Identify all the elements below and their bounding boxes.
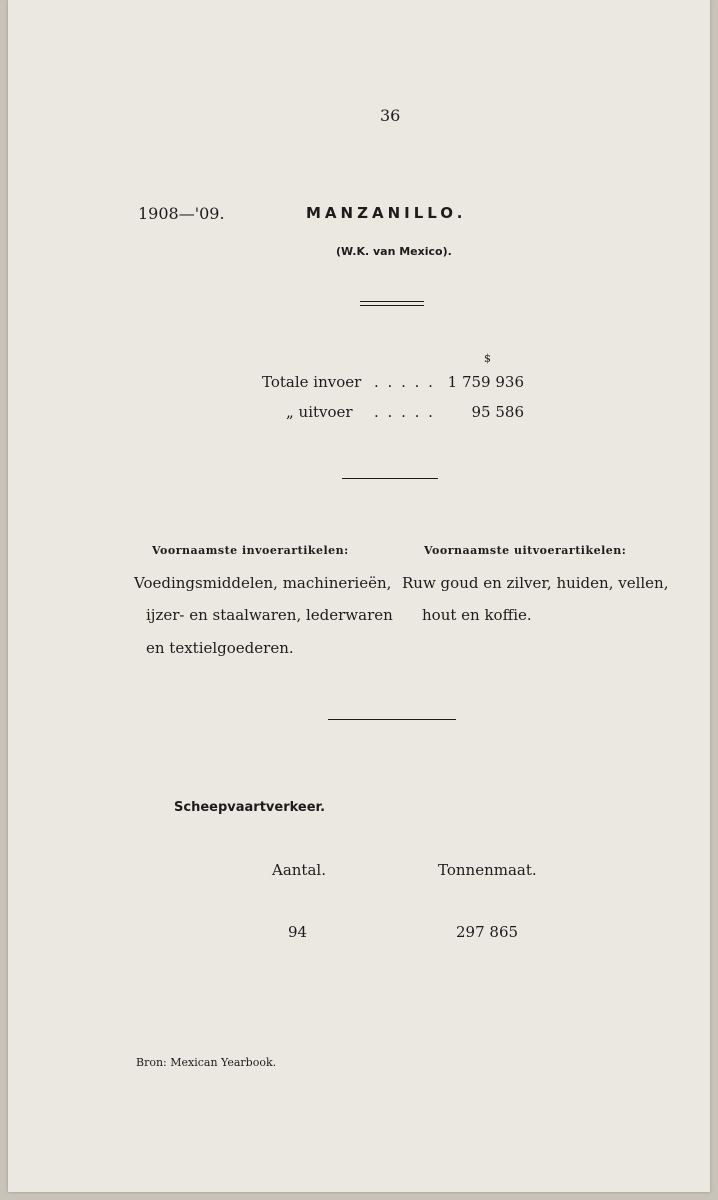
source-note: Bron: Mexican Yearbook. <box>136 1056 277 1069</box>
imports-line: Voedingsmiddelen, machinerieën, <box>134 574 392 592</box>
page-number: 36 <box>380 106 401 125</box>
shipping-title: Scheepvaartverkeer. <box>174 800 326 815</box>
exports-line: Ruw goud en zilver, huiden, vellen, <box>402 574 669 592</box>
imports-heading: Voornaamste invoerartikelen: <box>152 544 349 557</box>
shipping-tonnage-header: Tonnenmaat. <box>438 861 537 879</box>
total-export-value: 95 586 <box>471 403 524 421</box>
total-import-value: 1 759 936 <box>447 373 524 391</box>
section-divider <box>342 478 438 479</box>
total-import-dots: . . . . . <box>374 373 435 391</box>
exports-heading: Voornaamste uitvoerartikelen: <box>424 544 627 557</box>
total-import-label: Totale invoer <box>262 373 362 391</box>
page-subtitle: (W.K. van Mexico). <box>336 245 452 258</box>
shipping-count-header: Aantal. <box>272 861 326 879</box>
section-divider <box>328 719 456 720</box>
imports-line: ijzer- en staalwaren, lederwaren <box>146 606 393 624</box>
shipping-count-value: 94 <box>288 923 308 941</box>
exports-line: hout en koffie. <box>422 606 532 624</box>
document-page <box>8 0 710 1192</box>
double-rule-bottom <box>360 305 424 306</box>
double-rule-top <box>360 301 424 302</box>
currency-symbol: $ <box>484 352 491 365</box>
shipping-tonnage-value: 297 865 <box>456 923 519 941</box>
year-label: 1908—'09. <box>138 204 225 223</box>
imports-line: en textielgoederen. <box>146 639 294 657</box>
page-title: MANZANILLO. <box>306 204 467 222</box>
total-export-label: „ uitvoer <box>286 403 353 421</box>
total-export-dots: . . . . . <box>374 403 435 421</box>
